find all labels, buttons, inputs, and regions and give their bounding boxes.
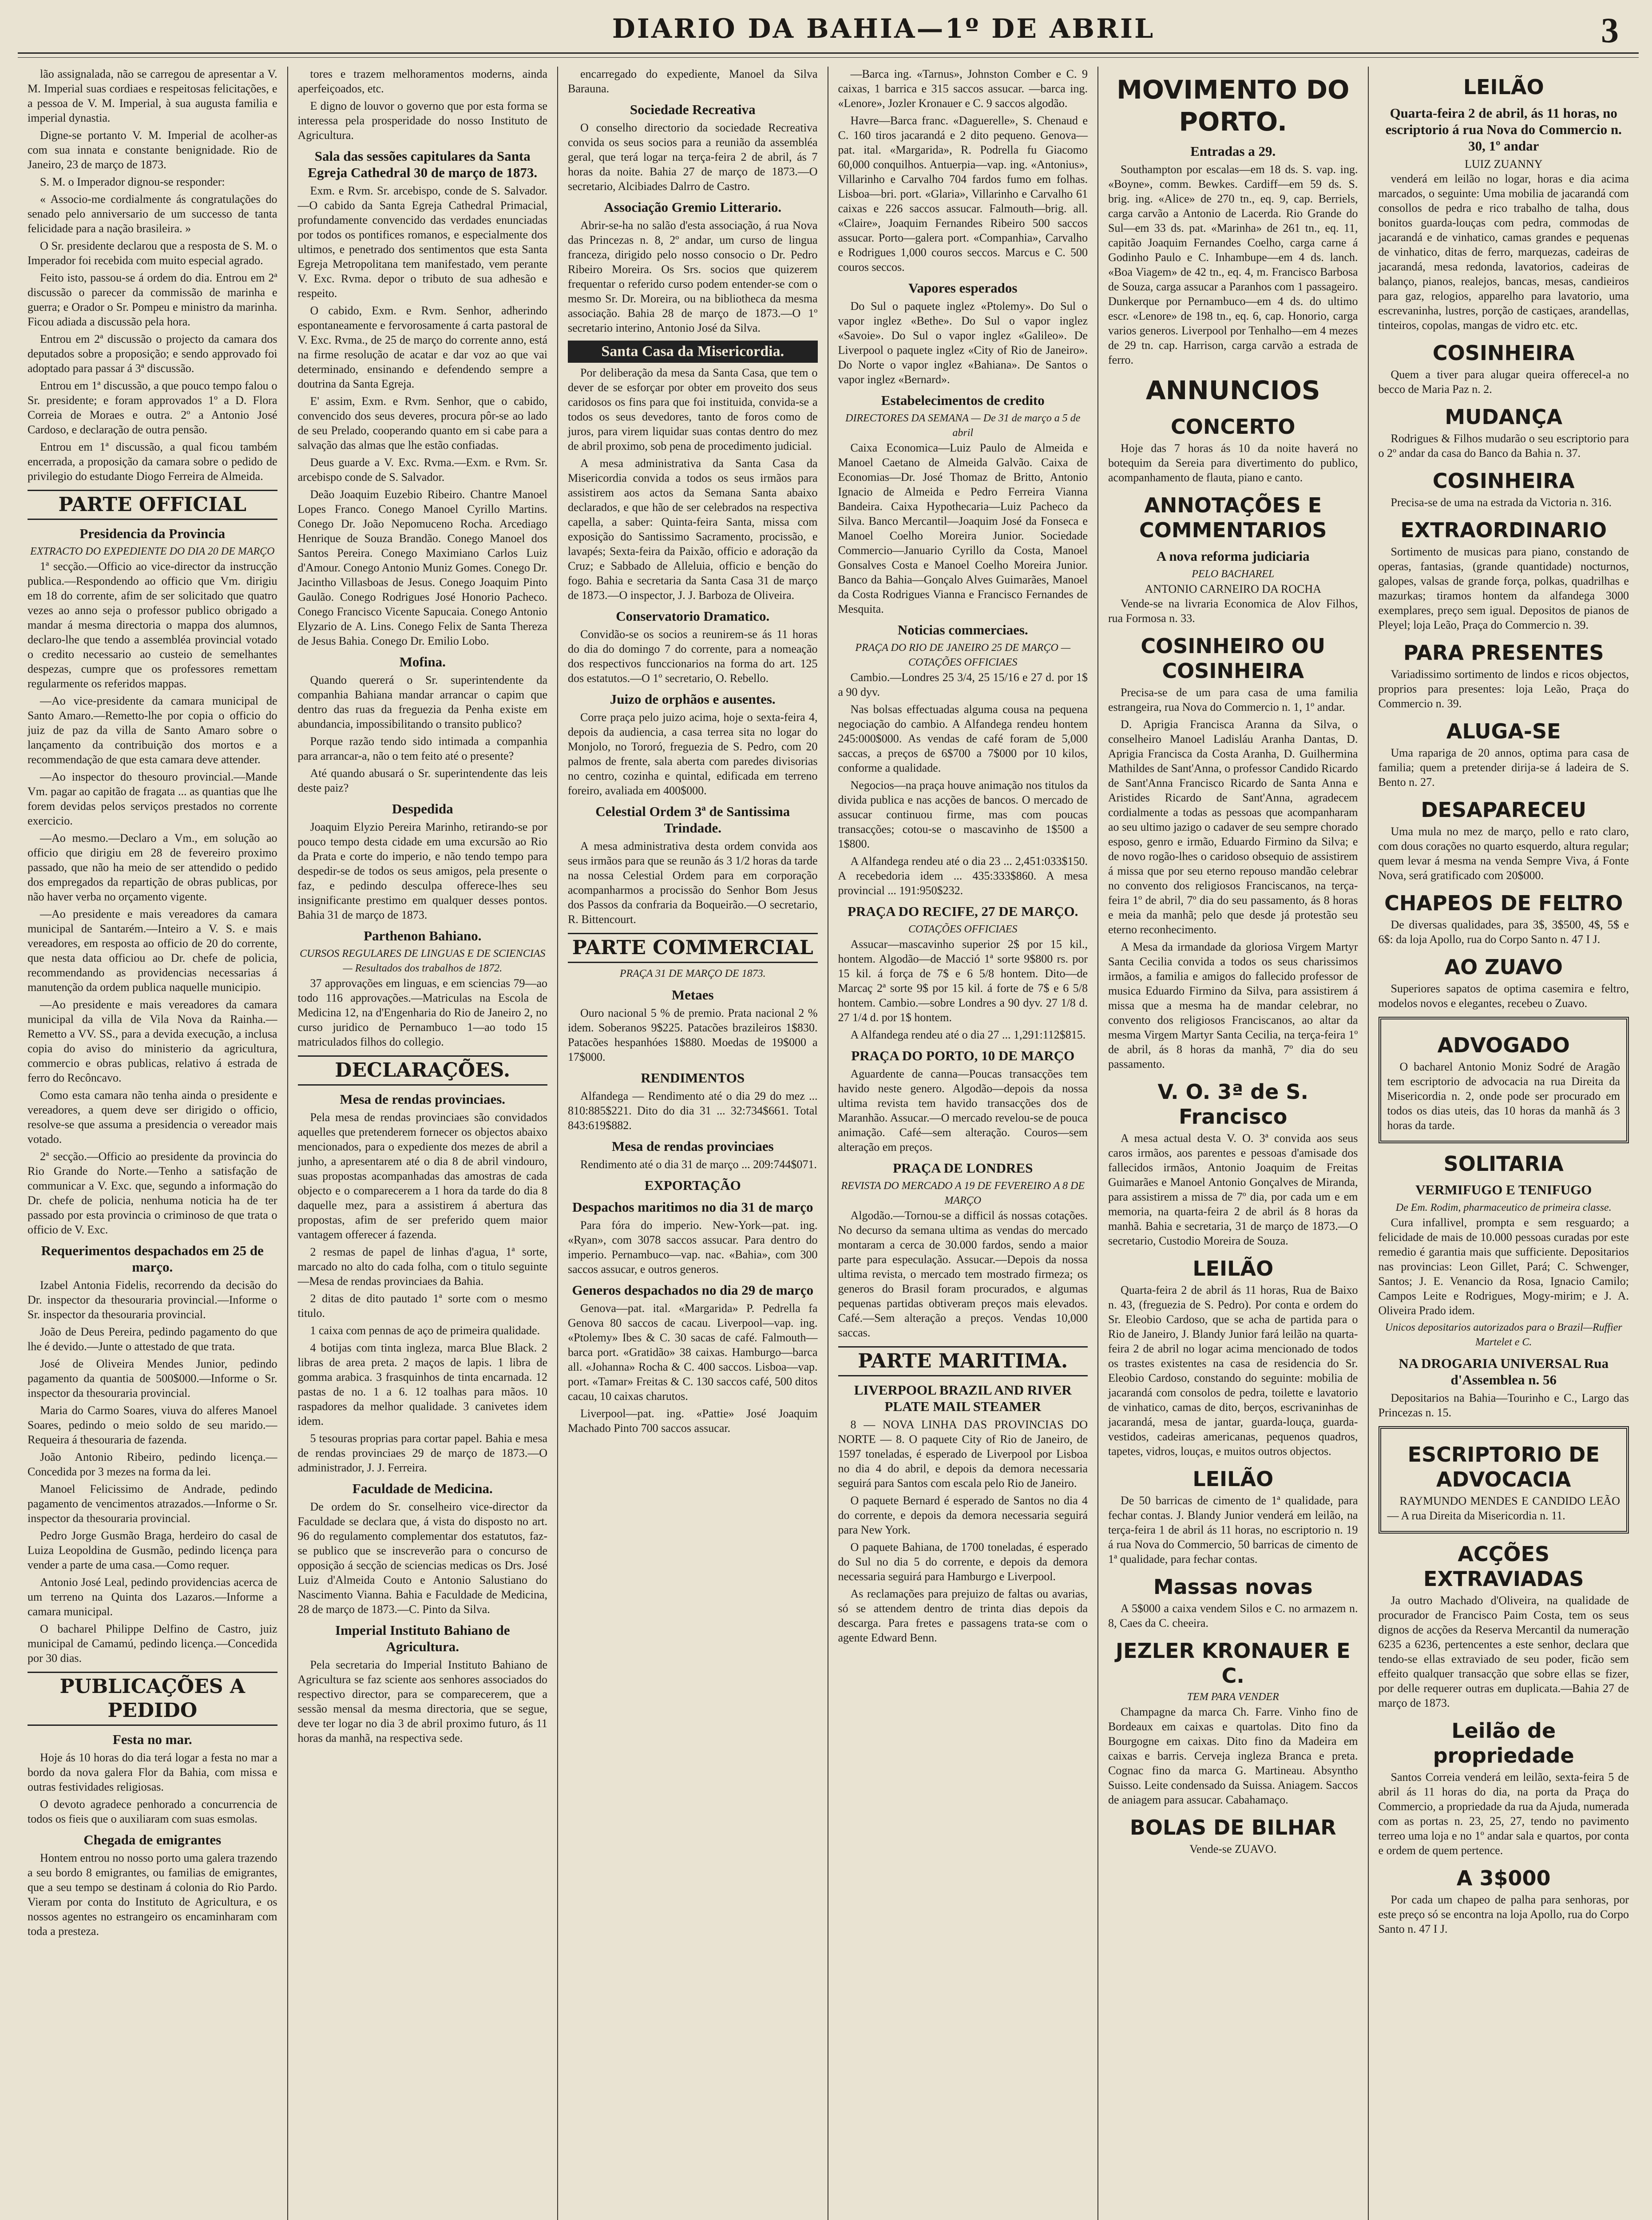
- advert-title: SOLITARIA: [1443, 1152, 1564, 1176]
- paragraph: E digno de louvor o governo que por esta forma se interessa pela prosperidade do nosso Instituto de Agricultura.: [297, 99, 547, 142]
- paragraph: Vende-se na livraria Economica de Alov Filhos, rua Formosa n. 33.: [1108, 597, 1358, 625]
- bordered-advert: [1379, 1017, 1629, 1143]
- section-heading: PRAÇA DE LONDRES: [893, 1160, 1033, 1176]
- section-heading: Mofina.: [399, 654, 446, 670]
- inverse-heading: Santa Casa da Misericordia.: [568, 341, 818, 363]
- paragraph: Para fóra do imperio. New-York—pat. ing. «Ryan», com 3078 saccos assucar. Para dentro do imperio. Pernambuco—vap. nac. «Bahia», com 300 saccos assucar, e outros generos.: [568, 1219, 818, 1276]
- subheading: REVISTA DO MERCADO A 19 DE FEVEREIRO A 8 DE MARÇO: [841, 1180, 1085, 1206]
- paragraph: A Alfandega rendeu até o dia 23 ... 2,451:033$150. A recebedoria idem ... 435:333$860. A mesa provincial ... 191:950$232.: [838, 855, 1088, 897]
- paragraph: Entrou em 1ª discussão, a qual ficou também encerrada, a proposição da camara sobre o pedido de privilegio do estudante Diogo Ferreira de Almeida.: [28, 440, 277, 483]
- advert-title: DESAPARECEU: [1421, 798, 1587, 822]
- paragraph: De ordem do Sr. conselheiro vice-director da Faculdade se declara que, á vista do disposto no art. 96 do regulamento complementar dos estatutos, faz-se publico que se inscreverão para o concurso de opposição á secção de sciencias medicas os Drs. José Luiz d'Almeida Couto e Antonio Salustiano do Nascimento Vianna. Bahia e Faculdade de Medicina, 28 de março de 1873.—C. Pinto da Silva.: [297, 1500, 547, 1616]
- masthead-rule: [18, 52, 1639, 58]
- column-2: [288, 67, 559, 2220]
- paragraph: O paquete Bernard é esperado de Santos no dia 4 do corrente, e depois da demora necessaria seguirá para New York.: [838, 1494, 1088, 1536]
- subheading: Unicos depositarios autorizados para o Brazil—Ruffier Martelet e C.: [1385, 1322, 1622, 1348]
- section-banner: DECLARAÇÕES.: [298, 1055, 548, 1086]
- section-heading: VERMIFUGO E TENIFUGO: [1415, 1182, 1592, 1197]
- section-heading: Festa no mar.: [112, 1732, 192, 1747]
- section-heading: Sociedade Recreativa: [630, 102, 756, 117]
- paragraph: D. Aprigia Francisca Aranna da Silva, o conselheiro Manoel Ladisláu Aranha Dantas, D. Aprigia Francisca da Costa Aranha, D. Guilhermina Mathildes de Sant'Anna, o professor Candido Ricardo de Sant'Anna Francisco Ricardo de Santa Anna e Aristides Ricardo de Sant'Anna, agradecem cordialmente a todas as pessoas que acompanharam ao seu ultimo jazigo o cadaver de seu sempre chorado esposo, genro e irmão, Eduardo Firmino da Silva; e de novo rogão-lhes o caridoso obsequio de assistirem á missa que por seu eterno repouso mandão celebrar no convento dos religiosos Franciscanos, na terça-feira 1º de abril, 7º dia do seu passamento, ás 8 horas e meia da manhã; pelo que desde já protestão seu eterno reconhecimento.: [1108, 718, 1358, 936]
- paragraph: O bacharel Antonio Moniz Sodré de Aragão tem escriptorio de advocacia na rua Direita da Misericordia n. 2, onde pode ser procurado em todos os dias uteis, das 10 horas da manhã ás 3 horas da tarde.: [1387, 1060, 1620, 1132]
- section-heading: Entradas a 29.: [1190, 143, 1276, 159]
- paragraph: Exm. e Rvm. Sr. arcebispo, conde de S. Salvador.—O cabido da Santa Egreja Cathedral Primacial, profundamente convencido das verdades enunciadas por todos os pontifices romanos, e especialmente dos ultimos, e penetrado dos sentimentos que esta Santa Egreja Metropolitana tem manifestado, vem perante V. Exc. Rvma. depor o tributo de sua adhesão e respeito.: [297, 184, 547, 300]
- section-heading: Associação Gremio Litterario.: [604, 199, 782, 215]
- paragraph: Manoel Felicissimo de Andrade, pedindo pagamento de vencimentos atrazados.—Informe o Sr. inspector da thesouraria provincial.: [28, 1483, 277, 1525]
- paragraph: Entrou em 1ª discussão, a que pouco tempo falou o Sr. presidente; e foram approvados 1º a D. Flora Correia de Moraes e outra. 2º a Antonio José Cardoso, e declaração de outra pensão.: [28, 379, 277, 436]
- section-heading: Mesa de rendas provinciaes.: [340, 1091, 506, 1107]
- paragraph: Precisa-se de um para casa de uma familia estrangeira, rua Nova do Commercio n. 1, 1º andar.: [1108, 686, 1358, 714]
- section-heading: Metaes: [671, 987, 714, 1003]
- paragraph: Negocios—na praça houve animação nos titulos da divida publica e nas acções de bancos. O mercado de assucar continuou firme, mas com poucas transacções; cotou-se o mascavinho de 1$500 a 1$800.: [838, 779, 1088, 850]
- paragraph: A Mesa da irmandade da gloriosa Virgem Martyr Santa Cecilia convida a todos os seus charissimos irmãos, a familia e amigos do fallecido professor de musica Eduardo Firmino da Silva, para assistirem á missa que a mesma ha de mandar celebrar, no convento dos religiosos Franciscanos, ao altar da mesma Virgem Martyr Santa Cecilia, na terça-feira 1º de abril, ás 8 horas da manhã, 7º dia do seu passamento.: [1108, 940, 1358, 1070]
- paragraph: RAYMUNDO MENDES E CANDIDO LEÃO — A rua Direita da Misericordia n. 11.: [1387, 1495, 1620, 1522]
- section-heading: Mesa de rendas provinciaes: [611, 1138, 774, 1154]
- paragraph: Precisa-se de uma na estrada da Victoria n. 316.: [1391, 496, 1612, 509]
- subheading: CURSOS REGULARES DE LINGUAS E DE SCIENCIAS — Resultados dos trabalhos de 1872.: [300, 948, 546, 974]
- paragraph: Hontem entrou no nosso porto uma galera trazendo a seu bordo 8 emigrantes, ou familias de emigrantes, que a seu tempo se destinam á colonia do Rio Pardo. Vieram por conta do Instituto de Agricultura, e os nossos agentes no estrangeiro os encaminharam com toda a presteza.: [28, 1851, 277, 1938]
- paragraph: Digne-se portanto V. M. Imperial de acolher-as com sua innata e constante benignidade. Rio de Janeiro, 23 de março de 1873.: [28, 129, 277, 171]
- section-heading: Celestial Ordem 3ª de Santissima Trindade.: [595, 804, 790, 836]
- paragraph: A Alfandega rendeu até o dia 27 ... 1,291:112$815.: [850, 1028, 1086, 1041]
- advert-title: A 3$000: [1456, 1866, 1551, 1890]
- paragraph: Ja outro Machado d'Oliveira, na qualidade de procurador de Francisco Paim Costa, tem os seus dignos de acções da Reserva Mercantil da numeração 6235 a 6236, pertencentes a este senhor, declara que tendo-se ellas extraviado de seu poder, ficão sem effeito qualquer transacção que sobre ellas se fizer, por delle requerer outras em duplicata.—Bahia 27 de março de 1873.: [1378, 1594, 1629, 1709]
- paragraph: Pedro Jorge Gusmão Braga, herdeiro do casal de Luiza Leopoldina de Gusmão, pedindo licença para vender a parte de uma casa.—Como requer.: [28, 1529, 277, 1571]
- column-6: [1369, 67, 1639, 2220]
- paragraph: De diversas qualidades, para 3$, 3$500, 4$, 5$ e 6$: da loja Apollo, rua do Corpo Santo n. 47 I J.: [1378, 918, 1629, 946]
- paragraph: 2ª secção.—Officio ao presidente da provincia do Rio Grande do Norte.—Tenho a satisfação de communicar a V. Exc. que, segundo a informação do Dr. chefe de policia, nenhuma noticia ha de ter passado por esta provincia o criminoso de que trata o officio de V. Exc.: [28, 1150, 277, 1236]
- paragraph: Deus guarde a V. Exc. Rvma.—Exm. e Rvm. Sr. arcebispo conde de S. Salvador.: [297, 456, 547, 484]
- paragraph: A mesa actual desta V. O. 3ª convida aos seus caros irmãos, aos parentes e pessoas d'amisade dos fallecidos irmãos, Antonio Joaquim de Freitas Guimarães e Manoel Antonio Gonçalves de Miranda, para assistirem a missa de 7º dia, por cada um e em memoria, na quarta-feira 2 de abril ás 8 horas da manhã. Bahia e secretaria, 31 de março de 1873.—O secretario, Custodio Moreira de Souza.: [1108, 1132, 1358, 1247]
- paragraph: Santos Correia venderá em leilão, sexta-feira 5 de abril ás 11 horas do dia, na porta da Praça do Commercio, a propriedade da rua da Ajuda, numerada com as portas n. 23, 25, 27, tendo no pavimento terreo uma loja e no 1º andar sala e quartos, por conta e ordem de quem pertence.: [1378, 1771, 1629, 1857]
- advert-title: JEZLER KRONAUER E C.: [1115, 1639, 1351, 1688]
- section-heading: Chegada de emigrantes: [83, 1832, 222, 1847]
- subheading: TEM PARA VENDER: [1187, 1691, 1279, 1703]
- section-heading: Parthenon Bahiano.: [364, 928, 482, 944]
- section-heading: NA DROGARIA UNIVERSAL Rua d'Assemblea n. 56: [1398, 1356, 1609, 1388]
- paragraph: S. M. o Imperador dignou-se responder:: [40, 175, 225, 188]
- paragraph: Southampton por escalas—em 18 ds. S. vap. ing. «Boyne», comm. Bewkes. Cardiff—em 59 ds. S. brig. ing. «Alice» de 270 tn., eq. 9, cap. Berriels, carga carvão a Antonio de Lacerda. Rio Grande do Sul—em 33 ds. pat. «Marinha» de 261 tn., eq. 11, capitão Joaquim Fernandes Coelho, carga carne á Godinho Paulo e C. Inhambupe—em 4 ds. lanch. «Boa Viagem» de 42 tn., eq. 4, m. Francisco Barbosa de Souza, carga assucar a Paranhos com 1 passageiro. Dunkerque por Pernambuco—em 4 ds. do ultimo escr. «Lenore» de 198 tn., eq. 6, cap. Honorio, carga varios generos. Liverpool por Tenhalho—em 4 mezes de 29 tn. cap. Harrison, carga carvão a estrada de ferro.: [1108, 163, 1358, 366]
- section-heading: Vapores esperados: [908, 280, 1018, 296]
- section-heading: EXPORTAÇÃO: [644, 1177, 741, 1193]
- section-heading: Quarta-feira 2 de abril, ás 11 horas, no escriptorio á rua Nova do Commercio n. 30, 1º andar: [1385, 105, 1622, 154]
- subheading: DIRECTORES DA SEMANA — De 31 de março a 5 de abril: [845, 412, 1081, 439]
- paragraph: Abrir-se-ha no salão d'esta associação, á rua Nova das Princezas n. 8, 2º andar, um curso de lingua franceza, dirigido pelo nosso consocio o Dr. Pedro Ribeiro Moreira. Os Srs. socios que quizerem frequentar o referido curso podem entender-se com o mesmo Sr. Dr. Moreira, ou na bibliotheca da mesma associação. Bahia 28 de março de 1873.—O 1º secretario interino, Antonio José da Silva.: [568, 219, 818, 334]
- paragraph: José de Oliveira Mendes Junior, pedindo pagamento da quantia de 500$000.—Informe o Sr. inspector da thesouraria provincial.: [28, 1357, 277, 1399]
- paragraph: O cabido, Exm. e Rvm. Senhor, adherindo espontaneamente e fervorosamente á carta pastoral de V. Exc. Rvma., de 25 de março do corrente anno, está na firme resolução de acatar e dar voz ao que vai determinado, ensinando e defendendo sempre a doutrina da Santa Egreja.: [297, 304, 547, 390]
- section-heading: PRAÇA DO RECIFE, 27 DE MARÇO.: [848, 904, 1078, 919]
- advert-title: MUDANÇA: [1445, 405, 1563, 429]
- paragraph: Hoje das 7 horas ás 10 da noite haverá no botequim da Sereia para divertimento do publico, acompanhamento de flauta, piano e canto.: [1108, 442, 1358, 484]
- paragraph: Por cada um chapeo de palha para senhoras, por este preço só se encontra na loja Apollo, rua do Corpo Santo n. 47 I J.: [1378, 1893, 1629, 1935]
- paragraph: E' assim, Exm. e Rvm. Senhor, que o cabido, convencido dos seus deveres, procura pôr-se ao lado de seu Prelado, cooperando quanto em si cabe para a salvação das almas que lhe estão confiadas.: [297, 395, 547, 452]
- paragraph: Cambio.—Londres 25 3/4, 25 15/16 e 27 d. por 1$ a 90 dyv.: [838, 671, 1088, 698]
- paragraph: « Associo-me cordialmente ás congratulações do senado pelo anniversario de um successo de tanta felicidade para a nação brasileira. »: [28, 193, 277, 235]
- advert-title: BOLAS DE BILHAR: [1129, 1816, 1336, 1839]
- subheading: PRAÇA 31 DE MARÇO DE 1873.: [619, 968, 766, 979]
- paragraph: 5 tesouras proprias para cortar papel. Bahia e mesa de rendas provinciaes 29 de março de 1873.—O administrador, J. J. Ferreira.: [297, 1432, 547, 1474]
- paragraph: Genova—pat. ital. «Margarida» P. Pedrella fa Genova 80 saccos de cacau. Liverpool—vap. ing. «Ptolemy» Ibes & C. 30 sacas de café. Falmouth—barca port. «Gratidão» 38 caixas. Hamburgo—barca all. «Johanna» Rocha & C. 400 saccos. Lisboa—vap. port. «Tamar» Freitas & C. 130 saccos café, 500 ditos cacau, 10 caixas charutos.: [568, 1302, 818, 1403]
- section-banner: PARTE COMMERCIAL: [568, 933, 818, 963]
- section-heading: A nova reforma judiciaria: [1156, 548, 1310, 564]
- section-heading: Faculdade de Medicina.: [352, 1481, 493, 1496]
- paragraph: De 50 barricas de cimento de 1ª qualidade, para fechar contas. J. Blandy Junior venderá em leilão, na terça-feira 1 de abril ás 11 horas, no escriptorio n. 19 á rua Nova do Commercio, 50 barricas de cimento de 1ª qualidade, para fechar contas.: [1108, 1494, 1358, 1566]
- paragraph: O conselho directorio da sociedade Recreativa convida os seus socios para a reunião da assembléa geral, que terá logar na terça-feira 2 de abril, ás 7 horas da noite. Bahia 27 de março de 1873.—O secretario, Alcibiades Dalrro de Castro.: [568, 121, 818, 193]
- paragraph: A mesa administrativa desta ordem convida aos seus irmãos para que se reunão ás 3 1/2 horas da tarde na nossa Celestial Ordem para em corporação acompanharmos a procissão do Senhor Bom Jesus dos Passos da confraria da Boqueirão.—O secretario, R. Bittencourt.: [568, 840, 818, 926]
- paragraph: As reclamações para prejuizo de faltas ou avarias, só se attendem dentro de trinta dias depois da descarga. Para fretes e passagens trata-se com o agente Edward Benn.: [838, 1587, 1088, 1644]
- paragraph: Até quando abusará o Sr. superintendente das leis deste paiz?: [297, 767, 547, 794]
- paragraph: Rendimento até o dia 31 de março ... 209:744$071.: [580, 1158, 817, 1171]
- column-1: [18, 67, 288, 2220]
- paragraph: Como esta camara não tenha ainda o presidente e vereadores, a quem deve ser dirigido o officio, resolve-se que assuma a presidencia o vereador mais votado.: [28, 1089, 277, 1146]
- paragraph: Maria do Carmo Soares, viuva do alferes Manoel Soares, pedindo o meio soldo de seu marido.—Requeira á thesouraria de fazenda.: [28, 1404, 277, 1446]
- paragraph: tores e trazem melhoramentos moderns, ainda aperfeiçoados, etc.: [297, 67, 547, 95]
- page-number: 3: [1601, 11, 1619, 50]
- section-banner: PARTE MARITIMA.: [838, 1346, 1088, 1376]
- advert-title: LEILÃO: [1463, 75, 1544, 99]
- subheading: De Em. Rodim, pharmaceutico de primeira classe.: [1395, 1202, 1612, 1213]
- section-heading: Noticias commerciaes.: [897, 622, 1028, 638]
- advert-title: LEILÃO: [1192, 1467, 1274, 1491]
- paragraph: O paquete Bahiana, de 1700 toneladas, é esperado do Sul no dia 5 do corrente, e depois da demora necessaria seguirá para Hamburgo e Liverpool.: [838, 1541, 1088, 1583]
- section-banner: PARTE OFFICIAL: [28, 490, 277, 520]
- subheading: EXTRACTO DO EXPEDIENTE DO DIA 20 DE MARÇO: [30, 546, 275, 557]
- section-heading: Despachos maritimos no dia 31 de março: [572, 1199, 813, 1215]
- paragraph: A 5$000 a caixa vendem Silos e C. no armazem n. 8, Caes da C. cheeira.: [1108, 1602, 1358, 1629]
- paragraph: Caixa Economica—Luiz Paulo de Almeida e Manoel Caetano de Almeida Galvão. Caixa de Economias—Dr. José Thomaz de Britto, Antonio Ignacio de Almeida e Pedro Ferreira Vianna Bandeira. Caixa Hypothecaria—Luiz Pacheco da Silva. Banco Mercantil—Joaquim José da Fonseca e Manoel Coelho Moreira Junior. Sociedade Commercio—Januario Cyrillo da Costa, Manoel Gonsalves Costa e Manoel Coelho Moreira Junior. Banco da Bahia—Gonçalo Alves Guimarães, Manoel da Costa Rodrigues Vianna e Francisco Fernandes de Mesquita.: [838, 441, 1088, 615]
- section-heading: Juizo de orphãos e ausentes.: [610, 691, 776, 707]
- paragraph: Pela mesa de rendas provinciaes são convidados aquelles que pretenderem fornecer os objectos abaixo mencionados, para o expediente dos mezes de abril a junho, a apresentarem até o dia 8 de abril vindouro, suas propostas acompanhadas das amostras de cada objecto e o comparecerem a 1 hora da tarde do dia 8 daquelle mez, para a assistirem á abertura das propostas, afim de ser preferido quem maior vantagem offerecer á fazenda.: [297, 1111, 547, 1241]
- paragraph: Uma mula no mez de março, pello e rato claro, com dous corações no quarto esquerdo, altura regular; quem levar á mesma na venda Sempre Viva, á Fonte Nova, será gratificado com 20$000.: [1378, 825, 1629, 882]
- paragraph: Izabel Antonia Fidelis, recorrendo da decisão do Dr. inspector da thesouraria provincial.—Informe o Sr. inspector da thesouraria provincial.: [28, 1279, 277, 1321]
- display-heading: ANNUNCIOS: [1145, 375, 1320, 405]
- columns: [18, 67, 1639, 2220]
- paragraph: Havre—Barca franc. «Daguerelle», S. Chenaud e C. 160 tiros jacarandá e 2 dito pequeno. Genova—pat. ital. «Margarida», R. Podrella fu Giacomo 60,000 conquilhos. Antuerpia—vap. ing. «Antonius», Villarinho e Carvalho 704 fardos fumo em folhas. Lisboa—bri. port. «Glaria», Villarinho e Carvalho 61 caixas e 226 saccos assucar. Falmouth—brig. all. «Claire», Joaquim Fernandes Ribeiro 500 saccos assucar. Porto—galera port. «Companhia», Carvalho e Rodrigues 1,000 couros seccos. Marcus e C. 500 couros seccos.: [838, 114, 1088, 274]
- paragraph: João Antonio Ribeiro, pedindo licença.—Concedida por 3 mezes na forma da lei.: [28, 1451, 277, 1478]
- section-heading: Imperial Instituto Bahiano de Agricultura.: [335, 1622, 510, 1654]
- section-heading: RENDIMENTOS: [641, 1070, 745, 1086]
- advert-title: ADVOGADO: [1437, 1033, 1570, 1057]
- paragraph: —Ao inspector do thesouro provincial.—Mande Vm. pagar ao capitão de fragata ... as quantias que lhe forem devidas pelos serviços prestados no corrente exercicio.: [28, 770, 277, 827]
- paragraph: Feito isto, passou-se á ordem do dia. Entrou em 2ª discussão o parecer da commissão de marinha e guerra; e Orador o Sr. Pompeu e ministro da marinha. Ficou adiada a discussão pela hora.: [28, 271, 277, 328]
- subheading: PRAÇA DO RIO DE JANEIRO 25 DE MARÇO — COTAÇÕES OFFICIAES: [855, 642, 1071, 668]
- paragraph: Por deliberação da mesa da Santa Casa, que tem o dever de se esforçar por obter em proveito dos seus caridosos os fins para que foi instituida, convida-se a todos os seus devedores, tanto de foros como de juros, para virem liquidar suas contas dentro do mez de abril proximo, sob pena de procedimento judicial.: [568, 366, 818, 452]
- section-heading: Sala das sessões capitulares da Santa Egreja Cathedral 30 de março de 1873.: [308, 148, 538, 180]
- section-heading: Conservatorio Dramatico.: [616, 608, 770, 624]
- paragraph: A mesa administrativa da Santa Casa da Misericordia convida a todos os seus irmãos para assistirem aos actos da Semana Santa abaixo declarados, e que hão de ser celebrados na respectiva capella, a saber: Quinta-feira Santa, missa com exposição do Santissimo Sacramento, procissão, e lavapés; Sexta-feira da Paixão, officio e adoração da Cruz; e Sabbado de Alleluia, officio e benção do fogo. Bahia e secretaria da Santa Casa 31 de março de 1873.—O inspector, J. J. Barboza de Oliveira.: [568, 457, 818, 602]
- paragraph: Quem a tiver para alugar queira offerecel-a no becco de Maria Paz n. 2.: [1378, 368, 1629, 396]
- advert-title: ACÇÕES EXTRAVIADAS: [1423, 1542, 1584, 1591]
- advert-title: COSINHEIRA: [1432, 341, 1575, 365]
- paragraph: Champagne da marca Ch. Farre. Vinho fino de Bordeaux em caixas e quartolas. Dito fino da Bourgogne em caixas. Dito fino da Madeira em caixas e barris. Cerveja ingleza Branca e preta. Cognac fino da marca G. Martineau. Absyntho Suisso. Leite condensado da Suissa. Aniagem. Saccos de aniagem para assucar. Cabahamaço.: [1108, 1705, 1358, 1806]
- section-heading: PRAÇA DO PORTO, 10 DE MARÇO: [851, 1048, 1075, 1063]
- subheading: COTAÇÕES OFFICIAES: [908, 924, 1018, 935]
- paragraph: Aguardente de canna—Poucas transacções tem havido neste genero. Algodão—depois da nossa ultima revista tem havido transacções dos de Maranhão. Assucar.—O mercado revelou-se de pouca animação. Café—sem alteração. Couros—sem alteração em preços.: [838, 1067, 1088, 1154]
- paragraph: —Ao presidente e mais vereadores da camara municipal de Santarém.—Inteiro a V. S. e mais vereadores, em resposta ao officio de 20 do corrente, que nesta data officiou ao Dr. chefe de policia, recommendando as providencias necessarias á manutenção da ordem publica naquelle municipio.: [28, 908, 277, 994]
- bordered-advert: [1379, 1426, 1629, 1534]
- paragraph: Quando quererá o Sr. superintendente da companhia Bahiana mandar arrancar o capim que dentro das ruas da freguezia da Penha existe em abundancia, impossibilitando o transito publico?: [297, 674, 547, 730]
- paragraph: Sortimento de musicas para piano, constando de operas, fantasias, (grande quantidade) nocturnos, galopes, valsas de grande força, polkas, quadrilhas e mazurkas; tiramos hontem da alfandega 3000 exemplares, preço sem igual. Depositos de pianos de Pleyel; loja Leão, Praça do Commercio n. 39.: [1378, 545, 1629, 631]
- advert-title: ANNOTAÇÕES E COMMENTARIOS: [1139, 493, 1327, 542]
- section-heading: Generos despachados no dia 29 de março: [572, 1282, 814, 1298]
- paragraph: Porque razão tendo sido intimada a companhia para arrancar-a, não o tem feito até o presente?: [297, 735, 547, 762]
- column-5: [1098, 67, 1369, 2220]
- advert-title: CHAPEOS DE FELTRO: [1384, 891, 1623, 915]
- section-heading: LIVERPOOL BRAZIL AND RIVER PLATE MAIL STEAMER: [854, 1382, 1072, 1414]
- column-3: [558, 67, 828, 2220]
- advert-title: ALUGA-SE: [1446, 719, 1561, 743]
- section-banner: PUBLICAÇÕES A PEDIDO: [28, 1672, 277, 1726]
- section-heading: Requerimentos despachados em 25 de março.: [41, 1243, 264, 1275]
- display-heading: MOVIMENTO DO PORTO.: [1117, 75, 1350, 137]
- advert-title: EXTRAORDINARIO: [1400, 518, 1607, 542]
- paragraph: Rodrigues & Filhos mudarão o seu escriptorio para o 2º andar da casa do Banco da Bahia n. 37.: [1378, 432, 1629, 460]
- paragraph: Uma rapariga de 20 annos, optima para casa de familia; quem a pretender dirija-se á ladeira de S. Bento n. 27.: [1378, 746, 1629, 789]
- paragraph: 2 ditas de dito pautado 1ª sorte com o mesmo titulo.: [297, 1292, 547, 1320]
- section-heading: Despedida: [392, 801, 453, 817]
- paragraph: Antonio José Leal, pedindo providencias acerca de um terreno na Quinta dos Lazaros.—Informe a camara municipal.: [28, 1576, 277, 1618]
- paragraph: Do Sul o paquete inglez «Ptolemy». Do Sul o vapor inglez «Bethe». Do Sul o vapor inglez «Savoie». Do Sul o vapor inglez «Galileo». De Liverpool o paquete inglez «City of Rio de Janeiro». Do Norte o vapor inglez «Bahiana». De Santos o vapor inglez «Bernard».: [838, 300, 1088, 386]
- paragraph: 8 — NOVA LINHA DAS PROVINCIAS DO NORTE — 8. O paquete City of Rio de Janeiro, de 1597 toneladas, é esperado de Liverpool por Lisboa no dia 4 do abril, e depois da demora necessaria seguirá para Santos com escala pelo Rio de Janeiro.: [838, 1418, 1088, 1490]
- paragraph: João de Deus Pereira, pedindo pagamento do que lhe é devido.—Junte o attestado de que trata.: [28, 1325, 277, 1353]
- subheading: PELO BACHAREL: [1192, 568, 1275, 580]
- centered-line: LUIZ ZUANNY: [1465, 158, 1543, 170]
- paragraph: O devoto agradece penhorado a concurrencia de todos os fieis que o auxiliaram com suas esmolas.: [28, 1798, 277, 1825]
- advert-title: COSINHEIRO OU COSINHEIRA: [1141, 634, 1326, 683]
- advert-title: LEILÃO: [1192, 1257, 1274, 1280]
- advert-title: V. O. 3ª de S. Francisco: [1157, 1080, 1308, 1129]
- paragraph: Pela secretaria do Imperial Instituto Bahiano de Agricultura se faz sciente aos senhores associados do respectivo director, para se comparecerem, que a sessão mensal da mesma directoria, que se segue, deve ter logar no dia 3 de abril proximo futuro, ás 11 horas da manhã, na respectiva sede.: [297, 1658, 547, 1744]
- paragraph: 4 botijas com tinta ingleza, marca Blue Black. 2 libras de area preta. 2 maços de lapis. 1 libra de gomma arabica. 3 frasquinhos de tinta encarnada. 12 pastas de no. 1 a 6. 12 toalhas para mãos. 10 raspadores da melhor qualidade. 3 canivetes idem idem.: [297, 1341, 547, 1427]
- paragraph: Assucar—mascavinho superior 2$ por 15 kil., hontem. Algodão—de Macció 1ª sorte 9$800 rs. por 15 kil. á força de 7$ e 6 5/8 hontem. Dito—de Marcaç 2ª sorte 9$ por 15 kil. á forte de 7$ e 6 5/8 hontem. Cambio.—sobre Londres a 90 dyv. 27 1/8 d. 27 1/4 d. por 1$ hontem.: [838, 938, 1088, 1024]
- paragraph: encarregado do expediente, Manoel da Silva Barauna.: [568, 67, 818, 95]
- paragraph: —Ao vice-presidente da camara municipal de Santo Amaro.—Remetto-lhe por copia o officio do juiz de paz da villa de Santo Amaro sobre o lançamento da contribuição dos mortos e a recommendação de que esta camara deve attender.: [28, 694, 277, 766]
- centered-line: Vende-se ZUAVO.: [1189, 1843, 1277, 1855]
- paragraph: Liverpool—pat. ing. «Pattie» José Joaquim Machado Pinto 700 saccos assucar.: [568, 1407, 818, 1435]
- paragraph: 1ª secção.—Officio ao vice-director da instrucção publica.—Respondendo ao officio que Vm. dirigiu em 18 do corrente, afim de ser solicitado que quatro vezes ao anno seja o professor publico obrigado a mandar á mesma directoria o mappa dos alumnos, declaro-lhe que tendo a assembléa provincial votado o credito necessario ao custeio de semelhantes despezas, cumpre que os professores remettam regularmente os referidos mappas.: [28, 560, 277, 690]
- paragraph: 2 resmas de papel de linhas d'agua, 1ª sorte, marcado no alto do cada folha, com o titulo seguinte—Mesa de rendas provinciaes da Bahia.: [297, 1245, 547, 1288]
- paragraph: Alfandega — Rendimento até o dia 29 do mez ... 810:885$221. Dito do dia 31 ... 32:734$661. Total 843:619$882.: [568, 1090, 818, 1132]
- section-heading: Presidencia da Provincia: [79, 526, 226, 541]
- advert-title: AO ZUAVO: [1444, 955, 1563, 979]
- paragraph: —Ao mesmo.—Declaro a Vm., em solução ao officio que dirigiu em 28 de fevereiro proximo passado, que não ha meio de ser attendido o pedido dos empregados da repartição de obras publicas, por não haver verba no orçamento vigente.: [28, 832, 277, 903]
- paragraph: 1 caixa com pennas de aço de primeira qualidade.: [310, 1324, 540, 1337]
- paragraph: venderá em leilão no logar, horas e dia acima marcados, o seguinte: Uma mobilia de jacarandá com consollos de pedra e rico trabalho de talha, dous bonitos guarda-louças com pedra, commodas de jacarandá e de vinhatico, camas grandes e pequenas de vinhatico, ditas de ferro, marquezas, cadeiras de jacarandá, mesa redonda, lavatorios, cadeiras de balanço, pianos, realejos, bancas, mesas, candieiros para gaz, relogios, apparelho para lavatorio, uma escrevaninha, lustres, porção de castiçaes, arandellas, tinteiros, copolas, mangas de vidro etc. etc.: [1378, 172, 1629, 332]
- section-heading: Estabelecimentos de credito: [881, 392, 1045, 408]
- advert-title: Leilão de propriedade: [1433, 1719, 1574, 1768]
- paragraph: O bacharel Philippe Delfino de Castro, juiz municipal de Camamú, pedindo licença.—Concedida por 30 dias.: [28, 1622, 277, 1665]
- paragraph: —Ao presidente e mais vereadores da camara municipal da villa de Vila Nova da Rainha.—Remetto a VV. SS., para a devida execução, a inclusa copia do aviso do ministerio da agricultura, commercio e obras publicas, relativo á estrada de ferro do Recôncavo.: [28, 998, 277, 1084]
- paragraph: Convidão-se os socios a reunirem-se ás 11 horas do dia do domingo 7 do corrente, para a nomeação dos respectivos funccionarios na forma do art. 125 dos estatutos.—O 1º secretario, O. Rebello.: [568, 628, 818, 685]
- column-4: [828, 67, 1099, 2220]
- advert-title: Massas novas: [1153, 1575, 1313, 1599]
- advert-title: PARA PRESENTES: [1403, 641, 1604, 665]
- centered-line: ANTONIO CARNEIRO DA ROCHA: [1145, 583, 1321, 595]
- paragraph: Nas bolsas effectuadas alguma cousa na pequena negociação do cambio. A Alfandega rendeu hontem 245:000$000. As vendas de café foram de 5,000 saccas, a preços de 6$700 a 7$000 por 10 kilos, conforme a qualidade.: [838, 703, 1088, 774]
- advert-title: COSINHEIRA: [1432, 469, 1575, 493]
- advert-title: CONCERTO: [1171, 415, 1295, 439]
- paragraph: —Barca ing. «Tarnus», Johnston Comber e C. 9 caixas, 1 barrica e 315 saccos assucar. —barca ing. «Lenore», Jozler Kronauer e C. 9 saccos algodão.: [838, 67, 1088, 110]
- paragraph: Quarta-feira 2 de abril ás 11 horas, Rua de Baixo n. 43, (freguezia de S. Pedro). Por conta e ordem do Sr. Eleobio Cardoso, que se acha de partida para o Rio de Janeiro, J. Blandy Junior fará leilão na quarta-feira 2 de abril no logar acima mencionado de todos os trastes existentes na casa de residencia do Sr. Eleobio Cardoso, constando do seguinte: mobilia de jacarandá com consolos de pedra, toilette e lavatorio de vinhatico, camas de dito, berços, escrivaninhas de jacarandá, mesa de jantar, guarda-louça, guarda-vestidos, cadeiras americanas, pequenos quadros, tapetes, vidros, louças, e muitos outros objectos.: [1108, 1284, 1358, 1458]
- paragraph: Cura infallivel, prompta e sem resguardo; a felicidade de mais de 10.000 pessoas curadas por este remedio é garantia mais que sufficiente. Depositarios nas provincias: Leon Gillet, Pará; C. Schwenger, Santos; J. E. Venancio da Rosa, Ignacio Camilo; Campos Leite e Rodrigues, Mogy-mirim; e J. A. Oliveira Prado idem.: [1378, 1216, 1629, 1317]
- paragraph: Superiores sapatos de optima casemira e feltro, modelos novos e elegantes, recebeu o Zuavo.: [1378, 982, 1629, 1010]
- paragraph: 37 approvações em linguas, e em sciencias 79—ao todo 116 approvações.—Matriculas na Escola de Medicina 12, na d'Engenharia do Rio de Janeiro 2, no curso juridico de Pernambuco 1—ao todo 15 matriculados filhos do collegio.: [297, 977, 547, 1048]
- advert-title: ESCRIPTORIO DE ADVOCACIA: [1407, 1443, 1600, 1491]
- paragraph: Deão Joaquim Euzebio Ribeiro. Chantre Manoel Lopes Franco. Conego Manoel Cyrillo Martins. Conego Dr. João Nepomuceno Rocha. Arcediago Henrique de Souza Brandão. Conego Manoel dos Santos Pereira. Conego Maximiano Carlos Luiz d'Amour. Conego Antonio Muniz Gomes. Conego Dr. Jacintho Villasboas de Jesus. Conego Joaquim Pinto Gaulão. Conego Rodrigues José Honorio Pacheco. Conego Francisco Vicente Sapucaia. Conego Antonio Elyzario de A. Lins. Conego Felix de Santa Thereza de Jesus Bahia. Conego Dr. Emilio Lobo.: [297, 488, 547, 647]
- paragraph: Algodão.—Tornou-se a difficil ás nossas cotações. No decurso da semana ultima as vendas do mercado montaram a cerca de 30.000 fardos, sendo a maior parte para especulação. Assucar.—Depois da nossa ultima revista, o mercado tem mostrado firmeza; os generos do Brasil foram procurados, e algumas pequenas partidas obtiveram preços mais elevados. Café.—Sem alteração a preços. Vendas 10,000 saccas.: [838, 1209, 1088, 1339]
- paragraph: Ouro nacional 5 % de premio. Prata nacional 2 % idem. Soberanos 9$225. Patacões brazileiros 1$830. Patacões hespanhóes 1$880. Moedas de 19$000 a 17$000.: [568, 1007, 818, 1063]
- paragraph: Hoje ás 10 horas do dia terá logar a festa no mar a bordo da nova galera Flor da Bahia, com missa e outras festividades religiosas.: [28, 1751, 277, 1793]
- paragraph: Depositarios na Bahia—Tourinho e C., Largo das Princezas n. 15.: [1378, 1391, 1629, 1419]
- paragraph: lão assignalada, não se carregou de apresentar a V. M. Imperial suas cordiaes e respeitosas felicitações, e a pessoa de V. M. Imperial, à sua augusta familia e imperial dynastia.: [28, 67, 277, 124]
- paragraph: Corre praça pelo juizo acima, hoje o sexta-feira 4, depois da audiencia, a casa terrea sita no logar do Monjolo, no Tororó, freguezia de S. Pedro, com 20 palmos de frente, sala aberta com paredes divisorias no centro, cozinha e quintal, edificada em terreno foreiro, avaliada em 400$000.: [568, 711, 818, 797]
- masthead: DIARIO DA BAHIA—1º DE ABRIL: [612, 13, 1155, 44]
- paragraph: Joaquim Elyzio Pereira Marinho, retirando-se por pouco tempo desta cidade em uma excursão ao Rio da Prata e corte do imperio, e não tendo tempo para despedir-se de todos os seus amigos, pela presente o faz, e pedindo desculpa offerece-lhes seu insignificante prestimo em qualquer desses pontos. Bahia 31 de março de 1873.: [297, 821, 547, 921]
- paragraph: Entrou em 2ª discussão o projecto da camara dos deputados sobre a proposição; e sendo approvado foi adoptado para passar á 3ª discussão.: [28, 333, 277, 375]
- paragraph: Variadissimo sortimento de lindos e ricos objectos, proprios para presentes: loja Leão, Praça do Commercio n. 39.: [1378, 668, 1629, 710]
- paragraph: O Sr. presidente declarou que a resposta de S. M. o Imperador foi recebida com muito especial agrado.: [28, 239, 277, 267]
